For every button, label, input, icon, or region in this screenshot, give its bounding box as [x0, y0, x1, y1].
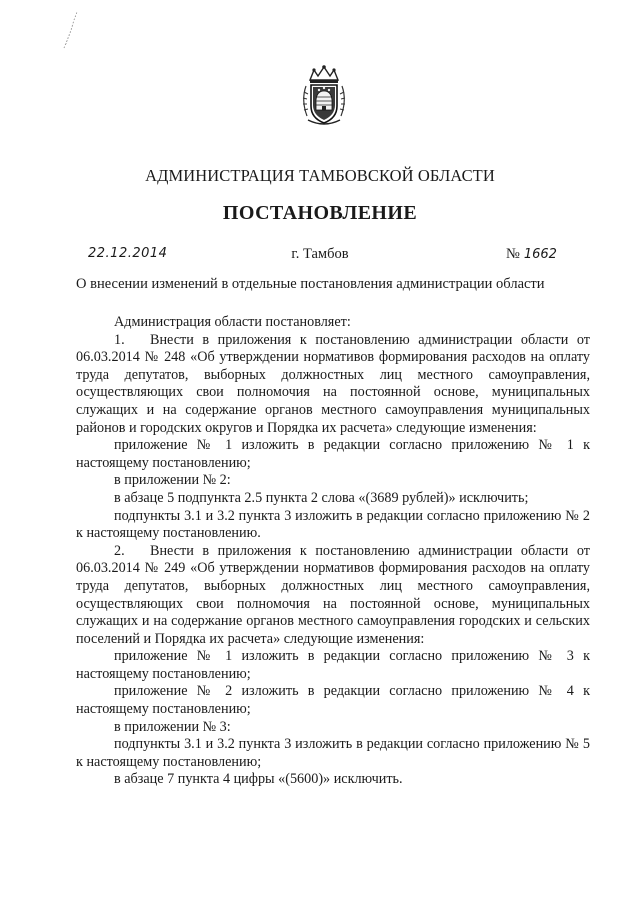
number-value: 1662 — [523, 247, 557, 262]
document-meta — [0, 246, 640, 268]
intro-paragraph: Администрация области постановляет: — [114, 314, 351, 330]
document-type: ПОСТАНОВЛЕНИЕ — [222, 202, 418, 224]
item-1-sub-4: подпункты 3.1 и 3.2 пункта 3 изложить в редакции согласно приложению № 2 к настоящему постановлению. — [76, 507, 590, 542]
organization-name: АДМИНИСТРАЦИЯ ТАМБОВСКОЙ ОБЛАСТИ — [145, 166, 495, 185]
item-1-sub-3: в абзаце 5 подпункта 2.5 пункта 2 слова «(3689 рублей)» исключить; — [114, 489, 529, 506]
item-2-text: Внести в приложения к постановлению администрации области от 06.03.2014 № 249 «Об утверждении нормативов формирования расходов на оплату труда депутатов, выборных должностных лиц местного самоуправления, осуществляющих свои полномочия на постоянной основе, муниципальных служащих и на содержание органов местного самоуправления городских и сельских поселений и Порядка их расчета» следующие изменения: — [76, 542, 590, 647]
item-1 — [76, 332, 590, 438]
item-1-sub-2: в приложении № 2: — [114, 472, 231, 489]
document-number — [506, 246, 557, 263]
item-2-sub-4: подпункты 3.1 и 3.2 пункта 3 изложить в редакции согласно приложению № 5 к настоящему постановлению; — [76, 736, 590, 770]
item-2-number: 2. — [114, 542, 125, 559]
item-2 — [76, 543, 590, 649]
item-1-number: 1. — [114, 331, 125, 348]
pen-mark-icon — [60, 8, 82, 52]
item-2-sub-3: в приложении № 3: — [114, 718, 231, 735]
document-body — [76, 314, 590, 789]
item-1-text: Внести в приложения к постановлению администрации области от 06.03.2014 № 248 «Об утверждении нормативов формирования расходов на оплату труда депутатов, выборных должностных лиц местного самоуправления, осуществляющих свои полномочия на постоянной основе, муниципальных служащих и на содержание органов местного самоуправления муниципальных районов и городских округов и Порядка их расчета» следующие изменения: — [76, 331, 590, 436]
document-date: 22.12.2014 — [88, 246, 168, 261]
item-2-sub-1: приложение № 1 изложить в редакции согласно приложению № 3 к настоящему постановлению; — [76, 648, 590, 682]
number-label: № — [506, 246, 520, 262]
item-2-sub-5: в абзаце 7 пункта 4 цифры «(5600)» исключить. — [114, 771, 403, 788]
document-city: г. Тамбов — [291, 246, 349, 262]
item-1-sub-1: приложение № 1 изложить в редакции согласно приложению № 1 к настоящему постановлению; — [76, 437, 590, 471]
document-subject: О внесении изменений в отдельные постановления администрации области — [76, 276, 545, 292]
coat-of-arms-icon — [298, 64, 350, 128]
item-2-sub-2: приложение № 2 изложить в редакции согласно приложению № 4 к настоящему постановлению; — [76, 683, 590, 718]
